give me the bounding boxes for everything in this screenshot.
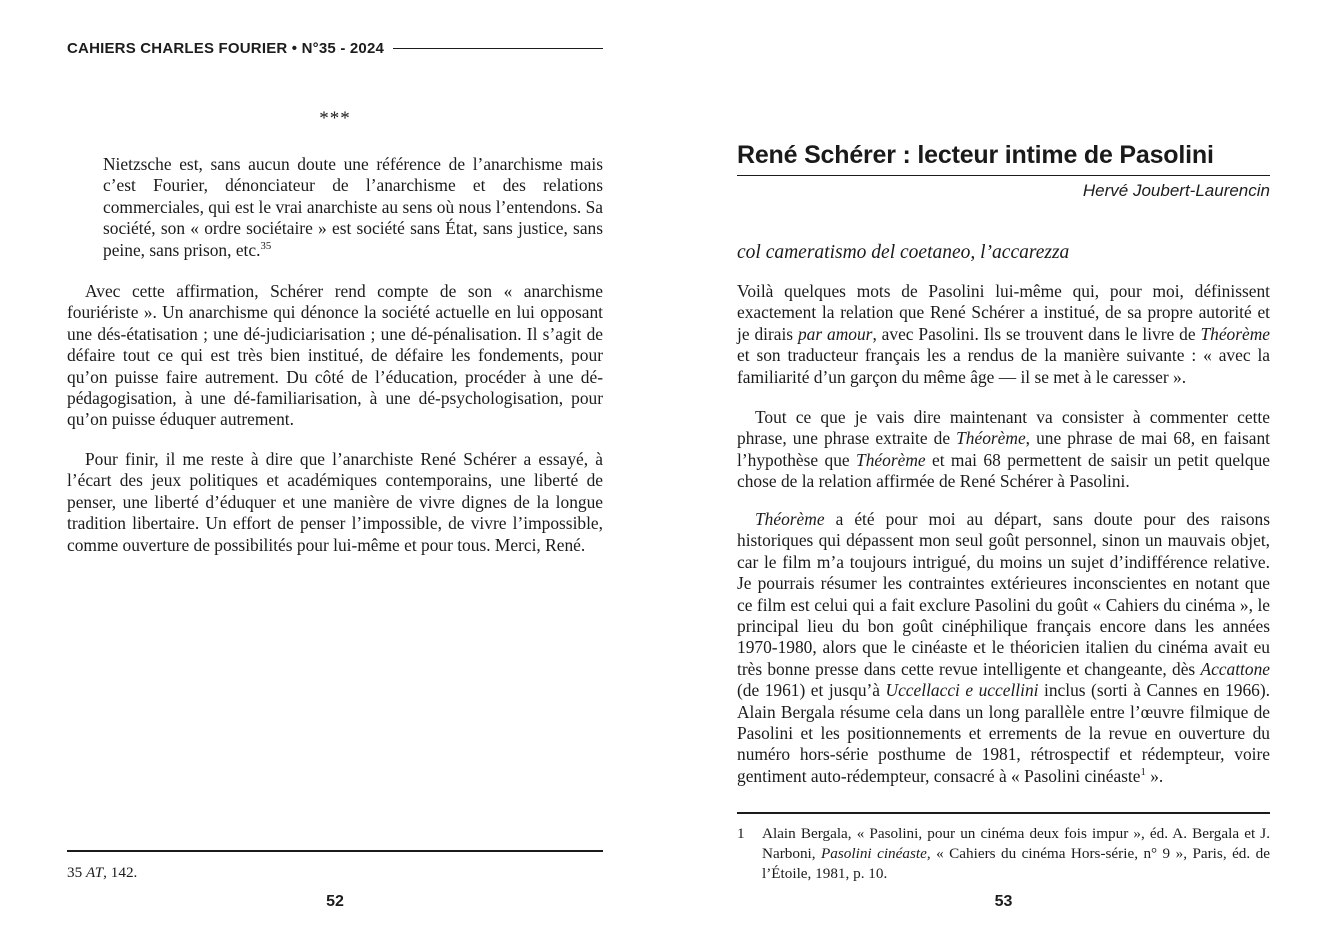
footnote-35: 35 AT, 142. xyxy=(67,864,138,881)
footnote-1 xyxy=(737,824,1270,884)
article-author: Hervé Joubert-Laurencin xyxy=(1082,181,1270,200)
journal-header xyxy=(67,40,603,57)
quote-paragraph: Nietzsche est, sans aucun doute une référence de l’anarchisme mais c’est Fourier, dénonciateur de l’anarchisme et des relations commerciales, qui est le vrai anarchiste au sens où nous l’entendons. Sa société, son « ordre sociétaire » est société sans État, sans justice, sans peine, sans prison, etc.$^{35}$ xyxy=(103,154,603,260)
page-number-left: 52 xyxy=(326,893,344,910)
body-paragraph-2: Tout ce que je vais dire maintenant va consister à commenter cette phrase, une phrase extraite de Théorème, une phrase de mai 68, en faisant l’hypothèse que Théorème et mai 68 permettent de saisir un petit quelque chose de la relation affirmée de René Schérer à Pasolini. xyxy=(737,407,1270,492)
footnote-rule xyxy=(737,812,1270,814)
page-52 xyxy=(67,0,603,949)
page-number-right: 53 xyxy=(994,893,1013,910)
footnote-marker: 1 xyxy=(737,825,745,842)
body-paragraph-3: Théorème a été pour moi au départ, sans doute pour des raisons historiques qui dépassent mon seul goût personnel, sinon un mauvais objet, car le film m’a toujours intrigué, du moins un sujet d’indifférence relative. Je pourrais résumer les contraintes extérieures inconscientes en notant que ce film est celui qui a fait exclure Pasolini du goût « Cahiers du cinéma », le principal lieu du bon goût cinéphilique français encore dans les années 1970-1980, alors que le cinéaste et le théoricien italien du cinéma avait eu très bonne presse dans cette revue intelligente et changeante, dès Accattone (de 1961) et jusqu’à Uccellacci e uccellini inclus (sorti à Cannes en 1966). Alain Bergala résume cela dans un long parallèle entre l’œuvre filmique de Pasolini et les positionnements et errements de la revue en ouverture du numéro hors-série posthume de 1981, rétrospectif et rédempteur, voire gentiment auto-rédempteur, consacré à « Pasolini cinéaste$^1$ ». xyxy=(737,509,1270,786)
journal-header-text: CAHIERS CHARLES FOURIER • N°35 - 2024 xyxy=(67,40,385,57)
footnote-rule xyxy=(67,850,603,852)
header-rule xyxy=(393,48,603,49)
body-paragraph-1: Avec cette affirmation, Schérer rend compte de son « anarchisme fouriériste ». Un anarchisme qui dénonce la société actuelle en lui opposant une dés-étatisation ; une dé-judiciarisation ; une dé-pénalisation. Il s’agit de défaire tout ce qui est très bien institué, de défaire les fondements, pour qu’on puisse faire autrement. Du côté de l’éducation, procéder à une dé-pédagogisation, à une dé-familiarisation, à une dé-psychologisation, pour qu’on puisse éduquer autrement. xyxy=(67,281,603,430)
article-title: René Schérer : lecteur intime de Pasolini xyxy=(737,139,1270,176)
body-paragraph-2: Pour finir, il me reste à dire que l’anarchiste René Schérer a essayé, à l’écart des jeux politiques et académiques contemporains, une liberté de penser, une liberté d’éduquer et une manière de vivre dignes de la longue tradition libertaire. Un effort de penser l’impossible, de vivre l’impossible, comme ouverture de possibilités pour lui-même et pour tous. Merci, René. xyxy=(67,449,603,555)
page-53 xyxy=(737,0,1270,949)
epigraph: col cameratismo del coetaneo, l’accarezza xyxy=(737,242,1070,263)
section-break-stars: *** xyxy=(319,108,351,129)
body-paragraph-1: Voilà quelques mots de Pasolini lui-même qui, pour moi, définissent exactement la relation que René Schérer a institué, de sa propre autorité et je dirais par amour, avec Pasolini. Ils se trouvent dans le livre de Théorème et son traducteur français les a rendus de la manière suivante : « avec la familiarité d’un garçon du même âge — il se met à le caresser ». xyxy=(737,281,1270,387)
footnote-text: Alain Bergala, « Pasolini, pour un cinéma deux fois impur », éd. A. Bergala et J. Narboni, Pasolini cinéaste, « Cahiers du cinéma Hors-série, n° 9 », Paris, éd. de l’Étoile, 1981, p. 10. xyxy=(762,825,1270,882)
